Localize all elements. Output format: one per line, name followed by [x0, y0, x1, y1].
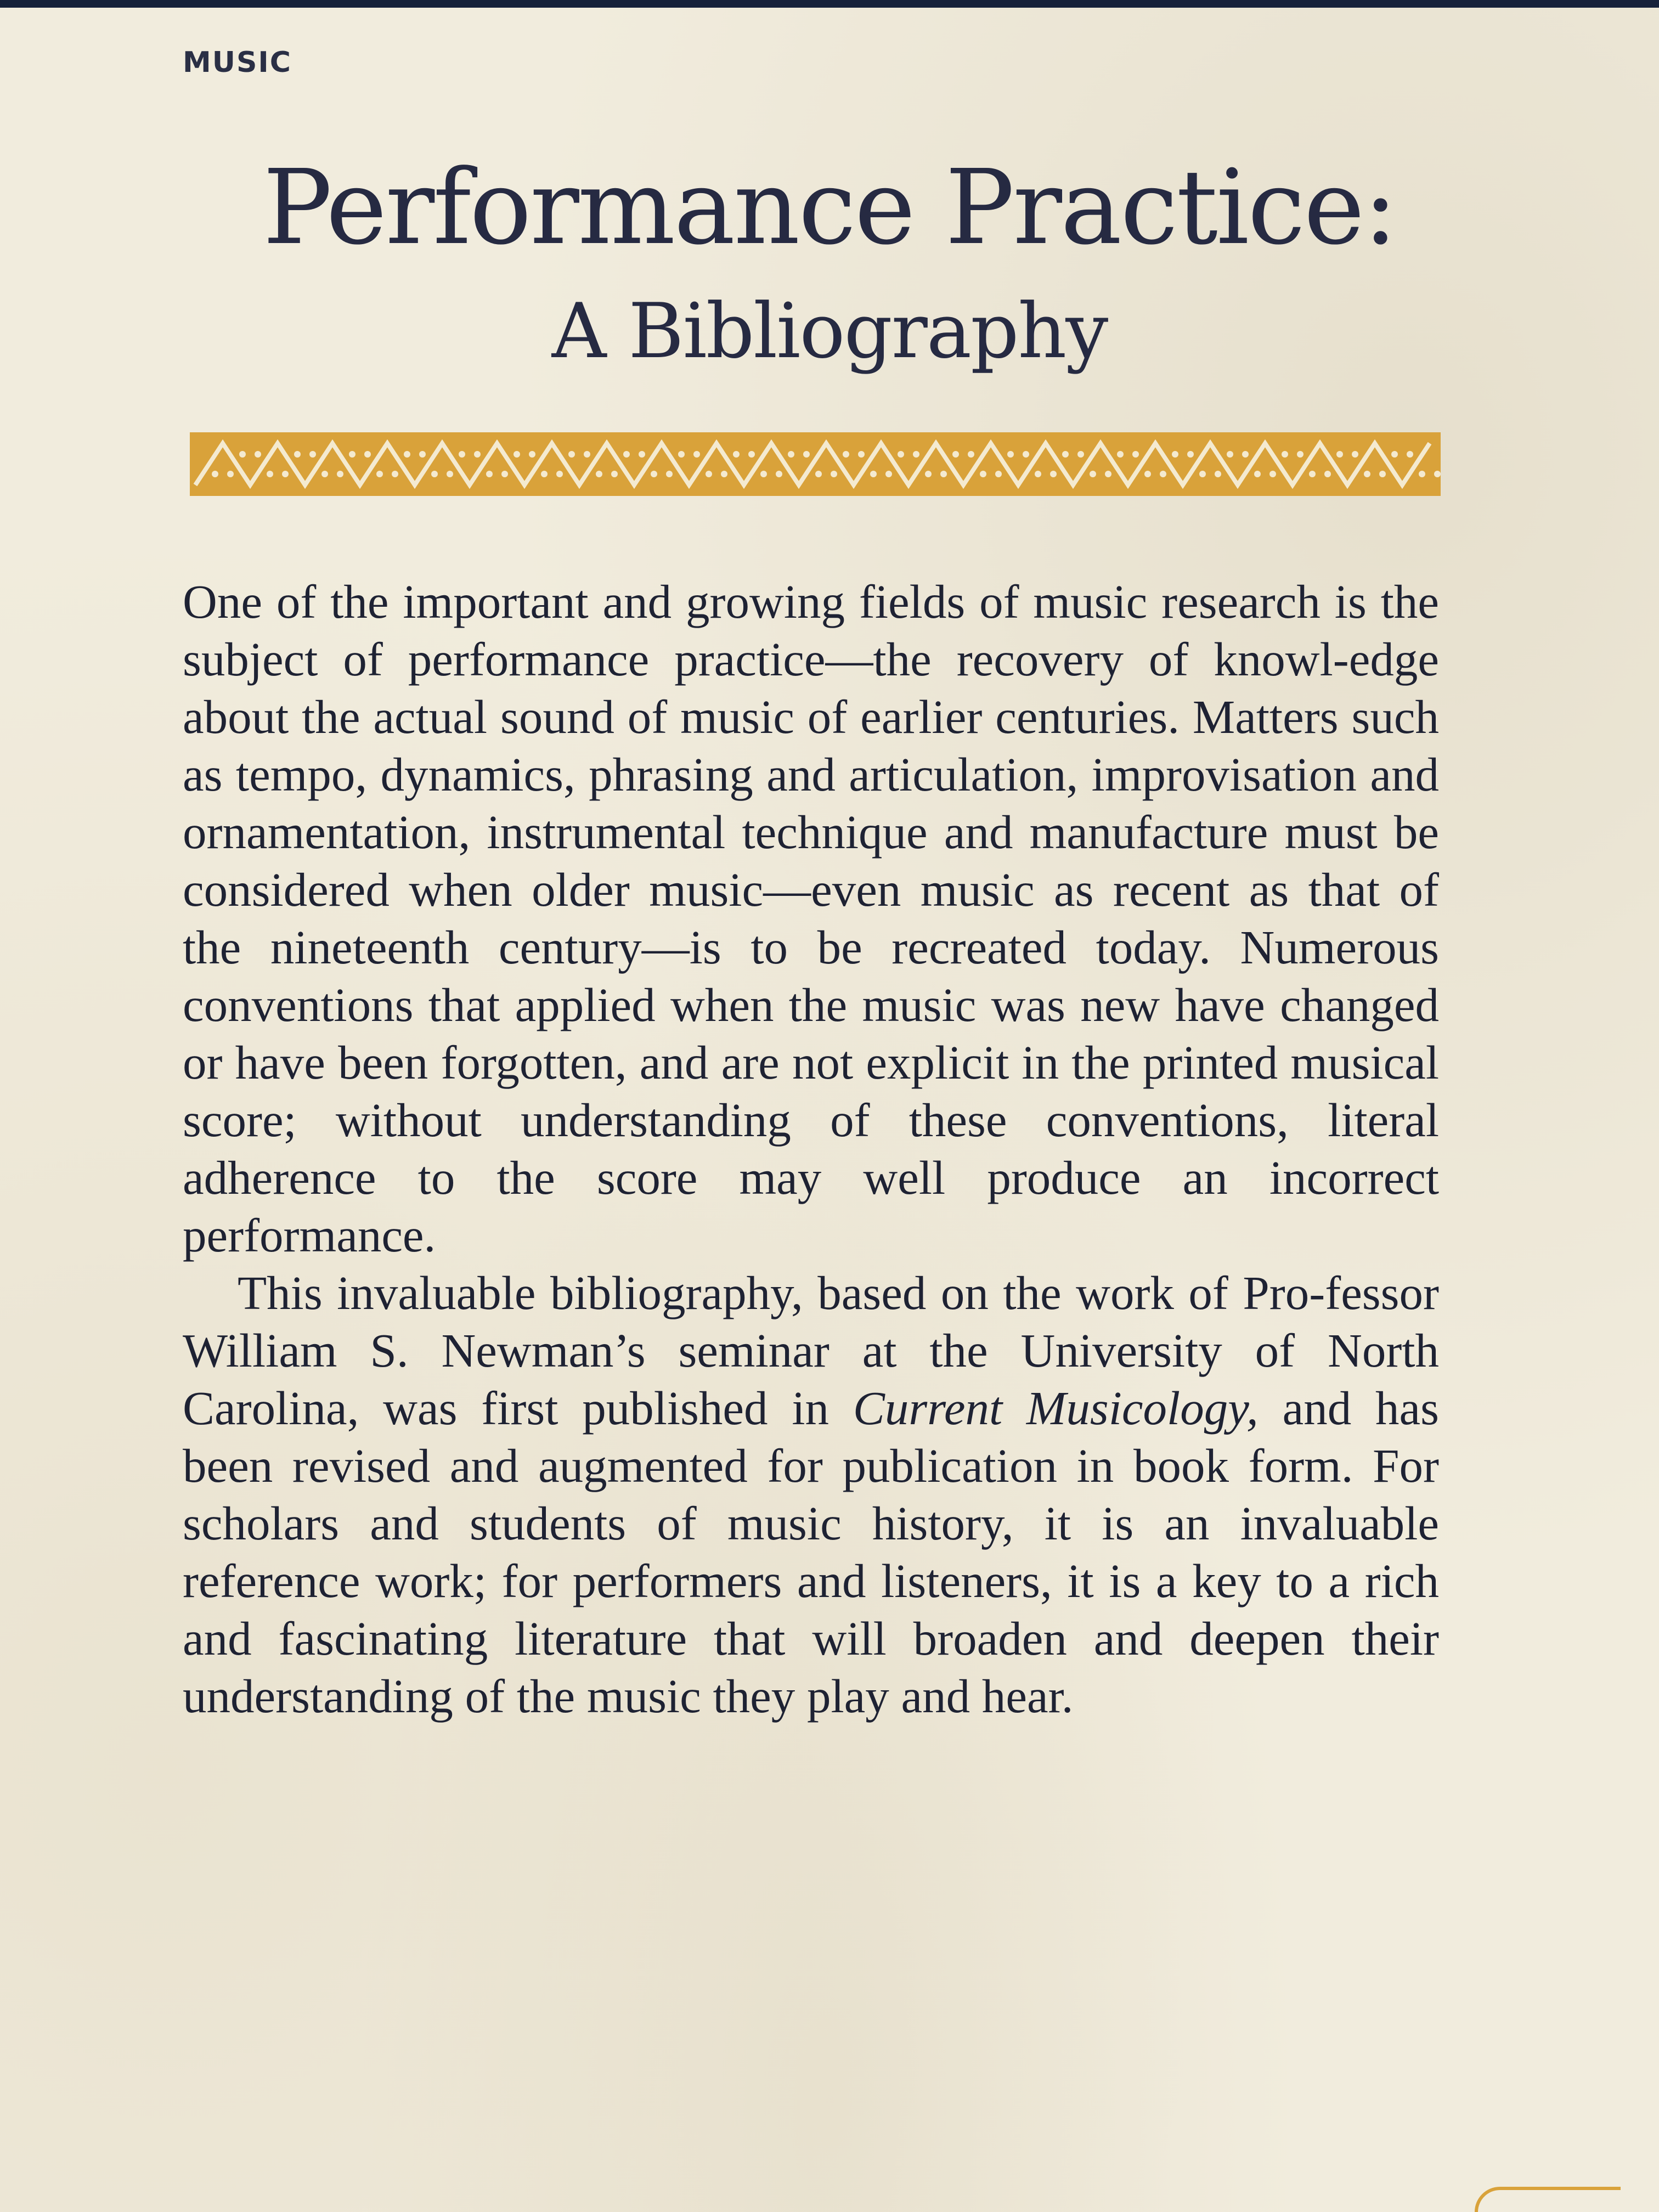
- ornament-dot: [1090, 471, 1096, 477]
- ornament-dot: [678, 451, 685, 458]
- ornament-dot: [1062, 451, 1069, 458]
- ornament-dot: [349, 451, 356, 458]
- ornament-dot: [776, 471, 782, 477]
- category-label: MUSIC: [183, 46, 292, 79]
- ornament-dot: [1023, 451, 1029, 458]
- ornament-dot: [1105, 471, 1111, 477]
- ornament-dot: [940, 471, 947, 477]
- ornament-dot: [364, 451, 371, 458]
- ornament-dot: [1434, 471, 1441, 477]
- ornament-dot: [1282, 451, 1288, 458]
- ornament-dot: [980, 471, 986, 477]
- book-back-cover: [0, 8, 1659, 2212]
- ornament-dot: [913, 451, 919, 458]
- ornament-dot: [294, 451, 301, 458]
- ornament-dot: [639, 451, 645, 458]
- ornament-dot: [501, 471, 508, 477]
- ornament-dot: [321, 471, 328, 477]
- ornament-dot: [1407, 451, 1413, 458]
- ornament-dot: [666, 471, 673, 477]
- ornament-dot: [1199, 471, 1206, 477]
- ornament-dot: [541, 471, 548, 477]
- ornament-dot: [1269, 471, 1276, 477]
- ornament-dot: [1336, 451, 1343, 458]
- ornament-dot: [748, 451, 755, 458]
- ornament-dot: [651, 471, 657, 477]
- ornament-dot: [1172, 451, 1178, 458]
- book-title: Performance Practice:: [263, 148, 1396, 268]
- ornament-dot: [1297, 451, 1304, 458]
- ornament-dot: [1352, 451, 1358, 458]
- ornament-dot: [1187, 451, 1194, 458]
- ornament-dot: [1117, 451, 1124, 458]
- ornament-dot: [309, 451, 316, 458]
- blurb-paragraph-2: [183, 1264, 1439, 1725]
- ornament-dot: [1309, 471, 1316, 477]
- ornament-dot: [968, 451, 974, 458]
- ornament-dot: [1035, 471, 1041, 477]
- ornament-dot: [706, 471, 712, 477]
- ornament-dot: [693, 451, 700, 458]
- ornament-dot: [556, 471, 563, 477]
- ornament-dot: [1324, 471, 1331, 477]
- ornament-dot: [1227, 451, 1233, 458]
- blurb-paragraph-1-text: One of the important and growing fields of music research is the subject of performance practice—the recovery of knowl-edge about the actual sound of music of earlier centuries. Matters such as tempo, dynamics, phrasing and articulation, improvisation and ornamentation, instrumental technique and manufacture must be considered when older music—even music as recent as that of the nineteenth century—is to be recreated today. Numerous conventions that applied when the music was new have changed or have been forgotten, and are not explicit in the printed musical score; without understanding of these conventions, literal adherence to the score may well produce an incorrect performance.: [183, 575, 1439, 1262]
- blurb-paragraph-2-text-start: This invaluable bibliography, based on the work of Pro-fessor William S. Newman’s seminar at the University of North Carolina, was first published in: [183, 1266, 1439, 1435]
- ornament-dot: [267, 471, 273, 477]
- ornament-dot: [392, 471, 398, 477]
- ornament-dot: [870, 471, 877, 477]
- ornament-dot: [1419, 471, 1425, 477]
- ornament-dot: [584, 451, 590, 458]
- ornament-dot: [1391, 451, 1398, 458]
- ornament-dot: [995, 471, 1002, 477]
- ornament-dot: [568, 451, 575, 458]
- ornament-dot: [486, 471, 493, 477]
- ornament-dot: [858, 451, 865, 458]
- journal-title: Current Musicology,: [853, 1381, 1259, 1435]
- ornament-dot: [898, 451, 904, 458]
- ornament-dot: [803, 451, 810, 458]
- ornament-dot: [1050, 471, 1057, 477]
- ornament-dot: [1215, 471, 1221, 477]
- ornament-dot: [337, 471, 343, 477]
- ornament-dot: [227, 471, 234, 477]
- ornament-dot: [721, 471, 727, 477]
- ornament-dot: [212, 471, 218, 477]
- ornament-dot: [431, 471, 438, 477]
- ornament-dot: [885, 471, 892, 477]
- ornament-dot: [1132, 451, 1139, 458]
- ornament-dot: [474, 451, 481, 458]
- ornament-dot: [1379, 471, 1386, 477]
- ornament-dot: [815, 471, 822, 477]
- ornament-dot: [376, 471, 383, 477]
- ornament-dot: [404, 451, 410, 458]
- ornament-dot: [1077, 451, 1084, 458]
- ornament-dot: [843, 451, 849, 458]
- ornament-dot: [447, 471, 453, 477]
- blurb-paragraph-2-text-end: and has been revised and augmented for publication in book form. For scholars and students of music history, it is an invaluable reference work; for performers and listeners, it is a key to a rich and fascinating literature that will broaden and deepen their understanding of the music they play and hear.: [183, 1381, 1439, 1723]
- ornament-dot: [733, 451, 740, 458]
- ornament-dot: [459, 451, 465, 458]
- ornament-dot: [1144, 471, 1151, 477]
- ornament-dot: [282, 471, 289, 477]
- blurb-text: [183, 573, 1439, 1725]
- ornament-dot: [239, 451, 246, 458]
- ornament-dot: [788, 451, 794, 458]
- ornament-dot: [419, 451, 426, 458]
- ornament-dot: [760, 471, 767, 477]
- ornament-dot: [255, 451, 261, 458]
- zigzag-ornament-band: [190, 431, 1441, 497]
- ornament-dot: [1007, 451, 1014, 458]
- book-subtitle: A Bibliography: [551, 287, 1108, 375]
- blurb-paragraph-1: [183, 573, 1439, 1264]
- ornament-dot: [831, 471, 837, 477]
- ornament-dot: [529, 451, 535, 458]
- ornament-dot: [514, 451, 520, 458]
- ornament-dot: [1160, 471, 1166, 477]
- ornament-dot: [611, 471, 618, 477]
- corner-emblem-fragment: [1475, 2187, 1621, 2212]
- ornament-dot: [1364, 471, 1370, 477]
- ornament-dot: [596, 471, 602, 477]
- ornament-dot: [952, 451, 959, 458]
- ornament-dot: [1254, 471, 1261, 477]
- ornament-dot: [1242, 451, 1249, 458]
- ornament-dot: [623, 451, 630, 458]
- ornament-dot: [925, 471, 932, 477]
